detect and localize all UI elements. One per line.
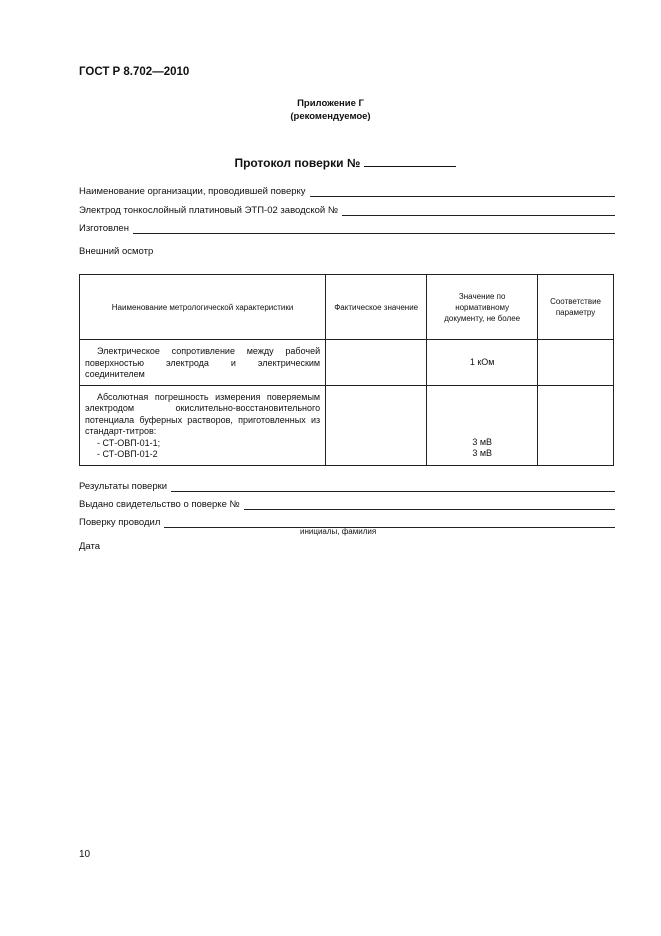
row2-normative bbox=[427, 385, 538, 465]
appendix-title: Приложение Г bbox=[297, 98, 364, 109]
header-normative-value: Значение по нормативному документу, не более bbox=[427, 275, 538, 340]
row2-item2: - СТ-ОВП-01-2 bbox=[97, 449, 158, 459]
standard-number: ГОСТ Р 8.702—2010 bbox=[79, 66, 190, 78]
organization-blank bbox=[310, 187, 615, 197]
row2-characteristic bbox=[80, 385, 326, 465]
row2-compliance bbox=[538, 385, 614, 465]
manufactured-field bbox=[79, 223, 615, 234]
organization-field bbox=[79, 186, 615, 197]
results-blank bbox=[171, 482, 615, 492]
manufactured-blank bbox=[133, 224, 615, 234]
row2-value2: 3 мВ bbox=[472, 448, 493, 458]
header-actual-value: Фактическое значение bbox=[326, 275, 427, 340]
row1-normative bbox=[427, 340, 538, 386]
header-compliance: Соответствие параметру bbox=[538, 275, 614, 340]
metrology-table bbox=[79, 274, 614, 466]
row1-actual bbox=[326, 340, 427, 386]
appendix-subtitle: (рекомендуемое) bbox=[290, 111, 371, 122]
manufactured-label: Изготовлен bbox=[79, 223, 129, 234]
header-characteristic: Наименование метрологической характеристики bbox=[80, 275, 326, 340]
row1-value: 1 кОм bbox=[469, 357, 495, 367]
electrode-label: Электрод тонкослойный платиновый ЭТП-02 заводской № bbox=[79, 205, 339, 216]
row2-text: Абсолютная погрешность измерения поверяемым электродом окислительно-восстановительного потенциала буферных растворов, приготовленных из стандарт-титров: bbox=[85, 391, 321, 436]
table-header-row bbox=[80, 275, 614, 340]
row1-characteristic bbox=[80, 340, 326, 386]
protocol-title bbox=[0, 156, 661, 170]
row2-values bbox=[427, 386, 537, 460]
certificate-label: Выдано свидетельство о поверке № bbox=[79, 499, 240, 510]
certificate-blank bbox=[244, 500, 615, 510]
row1-compliance bbox=[538, 340, 614, 386]
electrode-blank bbox=[342, 206, 615, 216]
row2-value1: 3 мВ bbox=[472, 436, 493, 447]
table-row bbox=[80, 340, 614, 386]
certificate-field bbox=[79, 499, 615, 510]
date-label: Дата bbox=[79, 541, 101, 552]
results-label: Результаты поверки bbox=[79, 481, 168, 492]
protocol-title-text: Протокол поверки № bbox=[234, 156, 361, 170]
inspection-label: Внешний осмотр bbox=[79, 246, 154, 257]
results-field bbox=[79, 481, 615, 492]
verifier-label: Поверку проводил bbox=[79, 517, 161, 528]
row2-item1: - СТ-ОВП-01-1; bbox=[97, 437, 161, 448]
table-row bbox=[80, 385, 614, 465]
verifier-blank bbox=[164, 518, 615, 528]
signature-caption: инициалы, фамилия bbox=[300, 527, 377, 536]
organization-label: Наименование организации, проводившей поверку bbox=[79, 186, 306, 197]
row2-actual bbox=[326, 385, 427, 465]
page-number: 10 bbox=[79, 849, 91, 860]
electrode-field bbox=[79, 205, 615, 216]
row1-text: Электрическое сопротивление между рабочей поверхностью электрода и электрическим соединителем bbox=[85, 346, 321, 379]
row2-items bbox=[80, 438, 325, 465]
protocol-number-blank bbox=[364, 156, 456, 167]
